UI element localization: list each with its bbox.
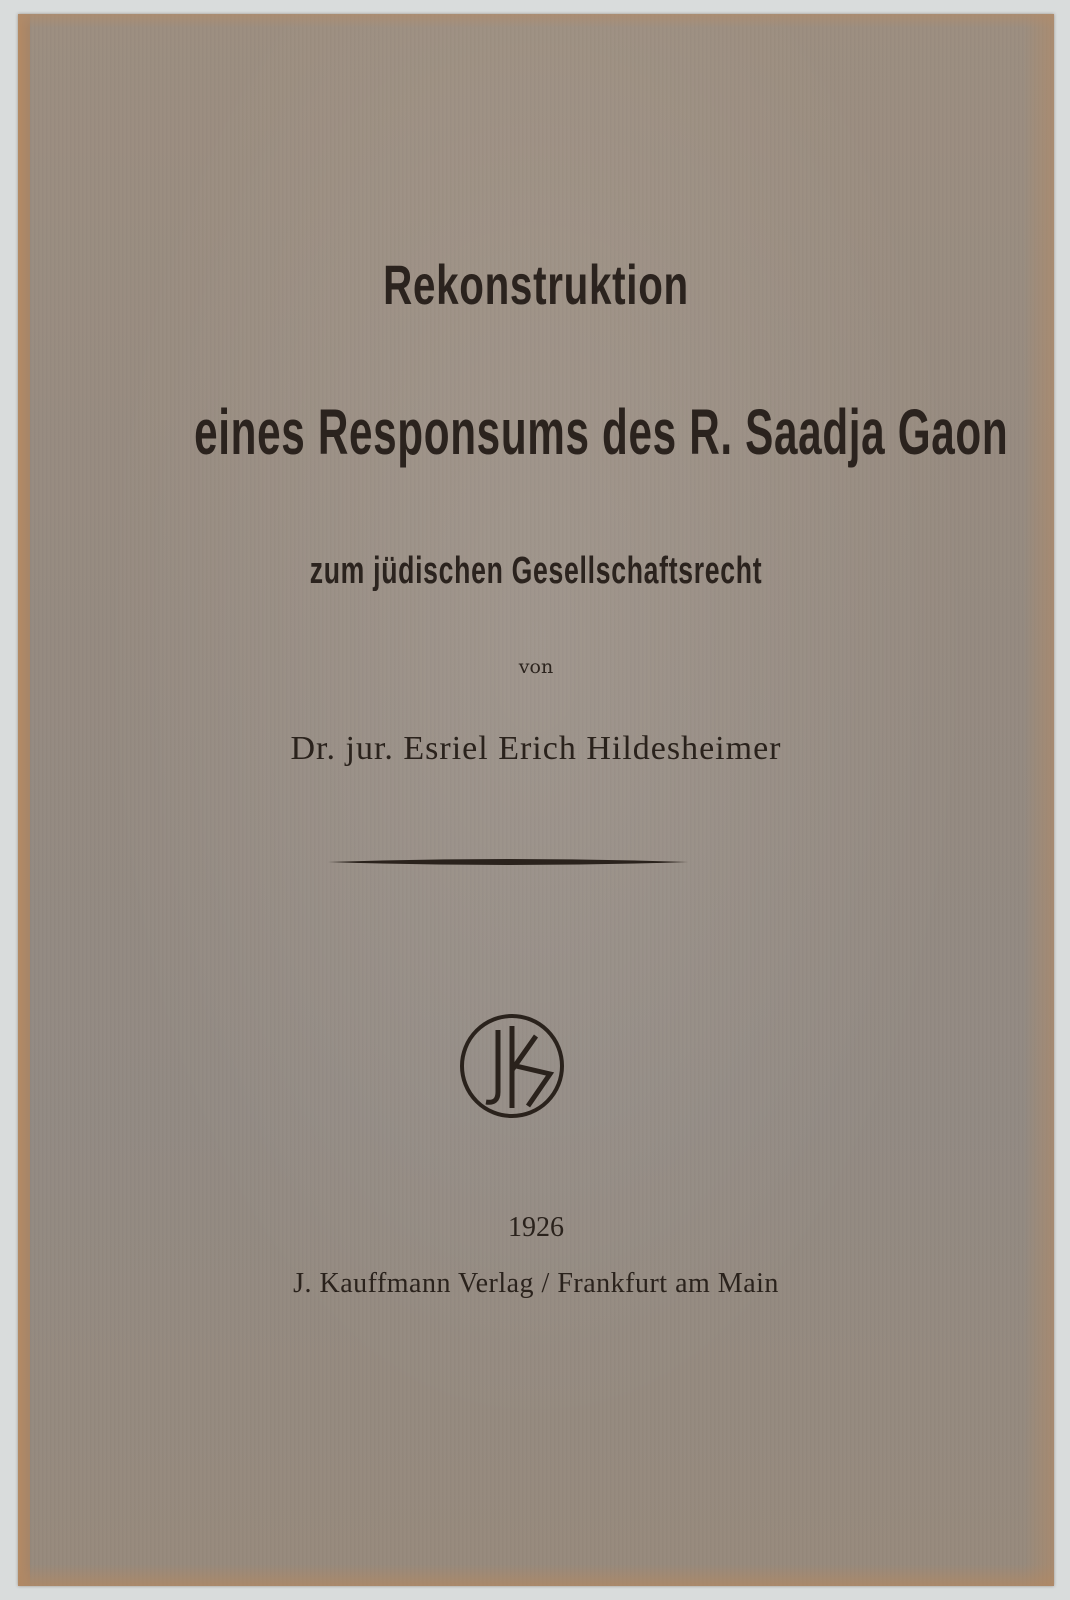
book-cover bbox=[18, 14, 1054, 1586]
title-line-1: Rekonstruktion bbox=[383, 253, 689, 316]
cover-edge-right bbox=[1024, 14, 1054, 1586]
ornamental-divider bbox=[328, 856, 688, 868]
by-label: von bbox=[518, 656, 554, 678]
title-line-2: eines Responsums des R. Saadja Gaon bbox=[194, 396, 1009, 468]
subtitle: zum jüdischen Gesellschaftsrecht bbox=[309, 550, 763, 592]
cover-edge-bottom bbox=[18, 1564, 1054, 1586]
publisher-imprint: J. Kauffmann Verlag / Frankfurt am Main bbox=[293, 1268, 779, 1299]
cover-edge-top bbox=[18, 14, 1054, 28]
publication-year: 1926 bbox=[508, 1212, 564, 1243]
publisher-logo-icon bbox=[458, 1012, 566, 1120]
cover-edge-left bbox=[18, 14, 30, 1586]
author-name: Dr. jur. Esriel Erich Hildesheimer bbox=[290, 730, 782, 767]
